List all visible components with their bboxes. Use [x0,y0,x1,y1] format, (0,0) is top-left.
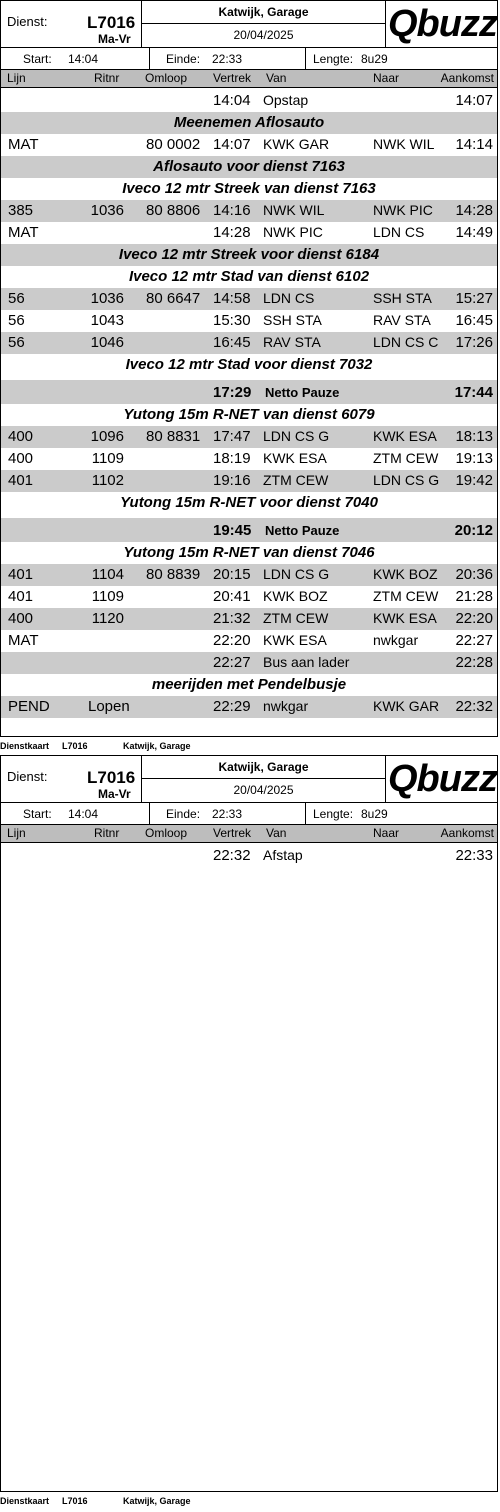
aankomst: 14:28 [455,202,493,219]
vertrek: 22:27 [213,654,251,671]
qbuzz-logo: Qbuzz [388,758,497,800]
einde-time: 22:33 [212,807,243,821]
lijn: 400 [8,450,34,467]
start-label: Start: [23,52,52,66]
aankomst: 14:49 [455,224,493,241]
lijn: 401 [8,566,34,583]
naar: NWK WIL [373,136,435,152]
ritnr: 1046 [90,334,124,351]
trip-row-mat-2 [1,222,497,244]
omloop: 80 6647 [146,290,201,307]
aankomst: 16:45 [455,312,493,329]
trip-row-56-2 [1,310,497,332]
pause-end: 20:12 [454,522,493,539]
van: Opstap [263,92,309,108]
lijn: 401 [8,588,34,605]
aankomst: 21:28 [455,588,493,605]
col-vertrek: Vertrek [213,71,252,85]
trip-row-pend [1,696,497,718]
vertrek: 18:19 [213,450,251,467]
vertrek: 21:32 [213,610,251,627]
card-header [1,1,497,48]
van: Afstap [263,847,303,863]
einde-label: Einde: [166,807,201,821]
trip-row-385 [1,200,497,222]
van: nwkgar [263,698,309,714]
ritnr: 1036 [90,202,124,219]
aankomst: 15:27 [455,290,493,307]
dienst-label: Dienst: [7,769,48,784]
omloop: 80 8806 [146,202,201,219]
ritnr: 1120 [91,610,124,627]
vertrek: 14:16 [213,202,251,219]
section-pendelbusje: meerijden met Pendelbusje [151,676,347,693]
ritnr: 1043 [90,312,124,329]
lengte-label: Lengte: [313,807,354,821]
col-lijn: Lijn [7,826,26,840]
lijn: 400 [8,610,34,627]
aankomst: 22:28 [455,654,493,671]
lijn: 400 [8,428,34,445]
section-yutong-7046: Yutong 15m R-NET van dienst 7046 [123,544,375,561]
footer-code: L7016 [62,741,88,751]
section-yutong-7040: Yutong 15m R-NET voor dienst 7040 [120,494,378,511]
ritnr: 1104 [91,566,124,583]
naar: SSH STA [373,290,432,306]
lengte-value: 8u29 [361,807,388,821]
col-omloop: Omloop [145,826,188,840]
pause-label: Netto Pauze [265,385,340,400]
lijn: MAT [8,136,39,153]
date: 20/04/2025 [233,783,294,797]
start-time: 14:04 [68,807,99,821]
trip-row-401-3 [1,586,497,608]
dienstkaart-page-1 [0,0,498,737]
van: NWK WIL [263,202,325,218]
lijn: 56 [8,290,25,307]
pause-row-2 [1,518,497,542]
vertrek: 17:47 [213,428,251,445]
aankomst: 20:36 [455,566,493,583]
dienst-days: Ma-Vr [98,32,131,46]
vertrek: 22:20 [213,632,251,649]
naar: nwkgar [373,632,419,648]
section-yutong-6079: Yutong 15m R-NET van dienst 6079 [123,406,375,423]
van: NWK PIC [263,224,323,240]
aankomst: 18:13 [455,428,493,445]
lijn: 385 [8,202,34,219]
col-vertrek: Vertrek [213,826,252,840]
footer-code: L7016 [62,1496,88,1506]
footer-label: Dienstkaart [0,741,50,751]
footer-location: Katwijk, Garage [123,741,191,751]
start-time: 14:04 [68,52,99,66]
section-iveco-6184: Iveco 12 mtr Streek voor dienst 6184 [1,244,497,266]
omloop: 80 8839 [146,566,201,583]
naar: ZTM CEW [373,588,439,604]
aankomst: 17:26 [455,334,493,351]
naar: LDN CS G [373,472,440,488]
ritnr: 1109 [91,450,124,467]
dienstkaart-page-2 [0,755,498,1492]
aankomst: 22:33 [455,847,493,864]
trip-row-56-1 [1,288,497,310]
pause-start: 19:45 [213,522,252,539]
trip-row-lader [1,652,497,674]
aankomst: 22:32 [455,698,493,715]
pause-end: 17:44 [454,384,493,401]
vertrek: 15:30 [213,312,251,329]
vertrek: 20:15 [213,566,251,583]
start-end-bar [1,803,497,825]
van: SSH STA [263,312,322,328]
vertrek: 14:07 [213,136,251,153]
trip-row-400-1 [1,426,497,448]
trip-row-400-2 [1,448,497,470]
naar: NWK PIC [373,202,433,218]
start-label: Start: [23,807,52,821]
aankomst: 22:27 [455,632,493,649]
location-block [141,1,386,47]
van: KWK GAR [263,136,330,152]
aankomst: 19:42 [455,472,493,489]
vertrek: 22:32 [213,847,251,864]
lijn: 56 [8,312,25,329]
col-ritnr: Ritnr [94,71,120,85]
pause-label: Netto Pauze [265,523,340,538]
vertrek: 22:29 [213,698,251,715]
naar: KWK GAR [373,698,440,714]
col-aankomst: Aankomst [440,71,494,85]
einde-label: Einde: [166,52,201,66]
aankomst: 14:07 [455,92,493,109]
vertrek: 20:41 [213,588,251,605]
ritnr: 1102 [91,472,124,489]
trip-row-afstap [1,845,497,867]
section-iveco-7032: Iveco 12 mtr Stad voor dienst 7032 [125,356,373,373]
pause-start: 17:29 [213,384,252,401]
van: ZTM CEW [263,610,329,626]
van: KWK ESA [263,632,327,648]
section-iveco-6102: Iveco 12 mtr Stad van dienst 6102 [128,268,370,285]
van: RAV STA [263,334,321,350]
ritnr: 1036 [90,290,124,307]
lijn: 401 [8,472,34,489]
trip-row-401-2 [1,564,497,586]
col-naar: Naar [373,826,400,840]
ritnr: 1109 [91,588,124,605]
card-header [1,756,497,803]
naar: LDN CS [373,224,425,240]
naar: KWK BOZ [373,566,438,582]
vertrek: 19:16 [213,472,251,489]
vertrek: 16:45 [213,334,251,351]
omloop: 80 0002 [146,136,201,153]
naar: KWK ESA [373,610,437,626]
trip-row-400-3 [1,608,497,630]
omloop: 80 8831 [146,428,201,445]
lijn: MAT [8,224,39,241]
col-van: Van [266,71,287,85]
dienst-code: L7016 [87,13,136,32]
col-naar: Naar [373,71,400,85]
section-iveco-7163: Iveco 12 mtr Streek van dienst 7163 [122,180,376,197]
van: LDN CS G [263,566,330,582]
ritnr: 1096 [90,428,124,445]
qbuzz-logo: Qbuzz [388,3,497,45]
van: ZTM CEW [263,472,329,488]
column-header [1,70,497,88]
van: KWK BOZ [263,588,328,604]
dienst-label: Dienst: [7,14,48,29]
column-header [1,825,497,843]
section-aflosauto-7163: Aflosauto voor dienst 7163 [1,156,497,178]
trip-row-401-1 [1,470,497,492]
naar: LDN CS C [373,334,439,350]
section-meenemen-aflosauto: Meenemen Aflosauto [1,112,497,134]
col-van: Van [266,826,287,840]
date: 20/04/2025 [233,28,294,42]
col-lijn: Lijn [7,71,26,85]
aankomst: 14:14 [455,136,493,153]
van: LDN CS [263,290,315,306]
location-block [141,756,386,802]
vertrek: 14:04 [213,92,251,109]
aankomst: 19:13 [455,450,493,467]
van: KWK ESA [263,450,327,466]
dienst-code: L7016 [87,768,136,787]
lijn: MAT [8,632,39,649]
ritnr: Lopen [88,698,130,715]
trip-row-56-3 [1,332,497,354]
lijn: 56 [8,334,25,351]
lengte-value: 8u29 [361,52,388,66]
pause-row-1 [1,380,497,404]
start-end-bar [1,48,497,70]
naar: KWK ESA [373,428,437,444]
trip-row-opstap [1,90,497,112]
location: Katwijk, Garage [142,1,385,24]
einde-time: 22:33 [212,52,243,66]
footer-location: Katwijk, Garage [123,1496,191,1506]
vertrek: 14:58 [213,290,251,307]
location: Katwijk, Garage [142,756,385,779]
trip-row-mat-3 [1,630,497,652]
dienst-days: Ma-Vr [98,787,131,801]
lijn: PEND [8,698,50,715]
naar: ZTM CEW [373,450,439,466]
van: Bus aan lader [263,654,350,670]
vertrek: 14:28 [213,224,251,241]
aankomst: 22:20 [455,610,493,627]
lengte-label: Lengte: [313,52,354,66]
col-omloop: Omloop [145,71,188,85]
trip-row-mat-1 [1,134,497,156]
van: LDN CS G [263,428,330,444]
footer-label: Dienstkaart [0,1496,50,1506]
col-ritnr: Ritnr [94,826,120,840]
col-aankomst: Aankomst [440,826,494,840]
naar: RAV STA [373,312,431,328]
